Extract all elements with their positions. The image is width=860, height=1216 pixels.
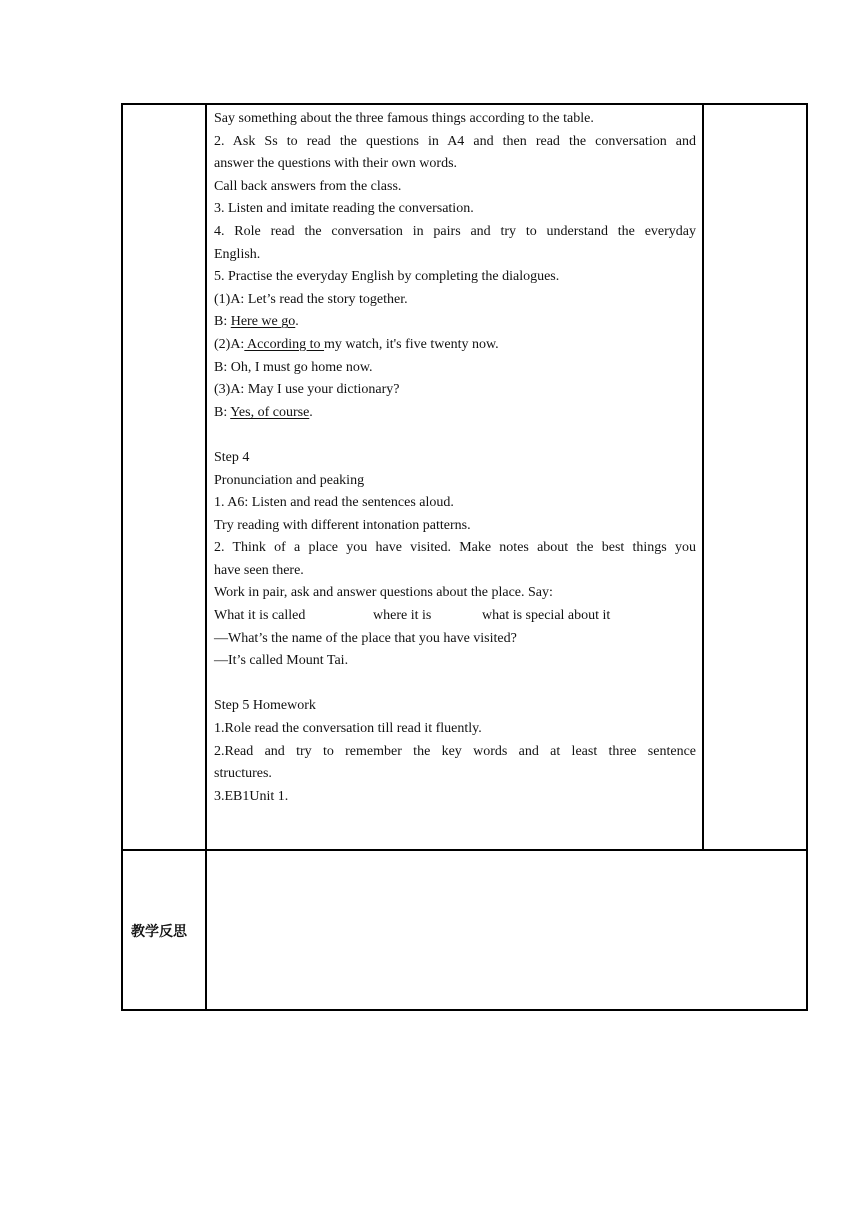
text-line: Try reading with different intonation patterns.: [214, 517, 471, 533]
punctuation: .: [309, 404, 313, 420]
text-line: 3.EB1Unit 1.: [214, 788, 289, 804]
say-prompts: [214, 605, 696, 628]
example-question: —What’s the name of the place that you have visited?: [214, 630, 517, 646]
text-line: Say something about the three famous things according to the table.: [214, 111, 594, 126]
text-line: 3. Listen and imitate reading the conversation.: [214, 201, 474, 217]
text-line: 2. Ask Ss to read the questions in A4 and then read the conversation and: [214, 133, 696, 149]
dialogue-line: [214, 311, 696, 334]
procedure-cell: [214, 108, 696, 808]
table-border-right: [806, 103, 808, 1011]
text-line: 1.Role read the conversation till read it fluently.: [214, 721, 482, 737]
dialogue-line: (3)A: May I use your dictionary?: [214, 382, 400, 398]
text-line: Work in pair, ask and answer questions about the place. Say:: [214, 585, 553, 601]
text-line: 5. Practise the everyday English by completing the dialogues.: [214, 269, 560, 285]
text-line: structures.: [214, 766, 272, 782]
text-line: English.: [214, 246, 261, 262]
step-subtitle: Pronunciation and peaking: [214, 472, 365, 488]
text-line: 2.Read and try to remember the key words and at least three sentence: [214, 743, 696, 759]
blank-line: [214, 424, 696, 447]
dialogue-line: B: Oh, I must go home now.: [214, 359, 373, 375]
step-title: Step 5 Homework: [214, 698, 316, 714]
step-title: Step 4: [214, 449, 250, 465]
text-line: have seen there.: [214, 562, 304, 578]
table-border-left: [121, 103, 123, 1011]
text-line: 4. Role read the conversation in pairs and try to understand the everyday: [214, 223, 696, 239]
text-line: (1)A: Let’s read the story together.: [214, 291, 408, 307]
table-border-top: [121, 103, 808, 105]
dialogue-line: [214, 402, 696, 425]
text-line: 1. A6: Listen and read the sentences aloud.: [214, 495, 454, 511]
prompt-item: what is special about it: [482, 608, 611, 624]
prompt-item: where it is: [373, 608, 432, 624]
punctuation: .: [295, 314, 299, 330]
text-line: 2. Think of a place you have visited. Make notes about the best things you: [214, 540, 696, 556]
prompt-item: What it is called: [214, 608, 306, 624]
blank-line: [214, 673, 696, 696]
table-border-bottom: [121, 1009, 808, 1011]
speaker-label: B:: [214, 314, 231, 330]
table-divider-2: [702, 103, 704, 850]
table-divider-1: [205, 103, 207, 1011]
table-border-mid: [121, 849, 808, 851]
example-answer: —It’s called Mount Tai.: [214, 653, 349, 669]
answer-underlined: According to: [244, 336, 325, 352]
text-line: Call back answers from the class.: [214, 178, 402, 194]
dialogue-text: my watch, it's five twenty now.: [324, 336, 499, 352]
dialogue-line: [214, 334, 696, 357]
reflection-label: 教学反思: [131, 924, 187, 940]
text-line: answer the questions with their own words.: [214, 156, 458, 172]
answer-underlined: Here we go: [230, 314, 296, 330]
speaker-label: (2)A:: [214, 336, 245, 352]
speaker-label: B:: [214, 404, 231, 420]
answer-underlined: Yes, of course: [230, 404, 310, 420]
